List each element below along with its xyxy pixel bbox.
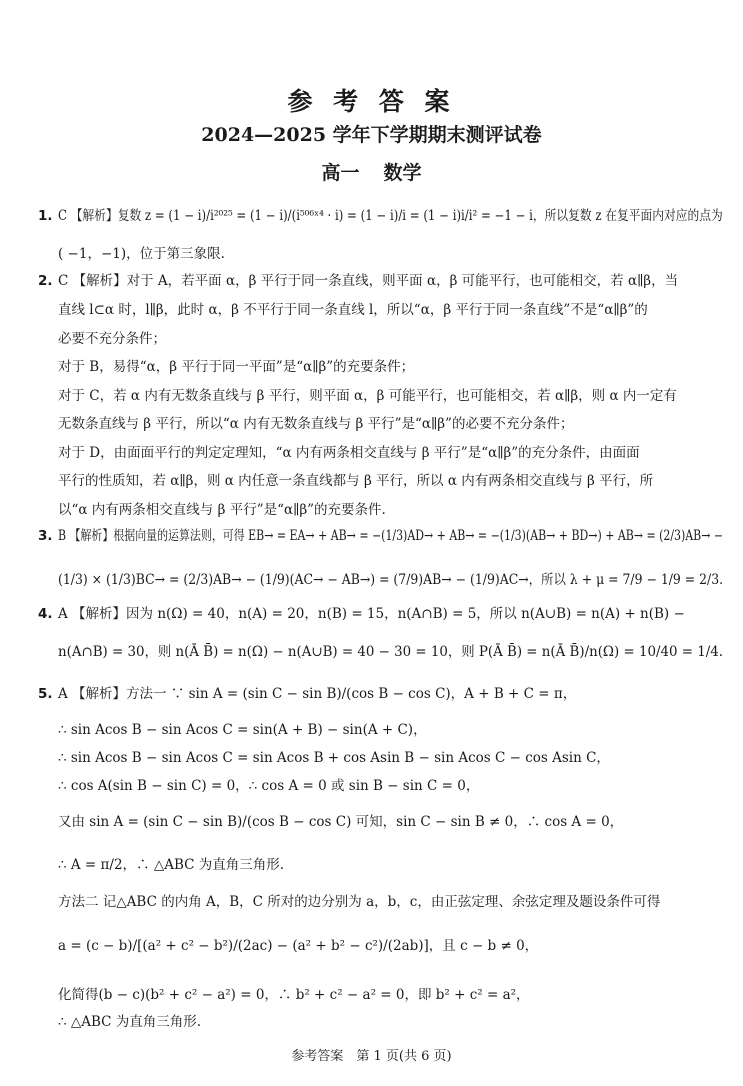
q3-line-2: (1/3) × (1/3)BC→ = (2/3)AB→ − (1/9)(AC→ − AB→) = (7/9)AB→ − (1/9)AC→，所以 λ + μ = 7/9 − 1/9 = 2/3. — [58, 572, 724, 588]
q1-number: 1. — [38, 208, 53, 224]
grade-subject — [0, 158, 743, 185]
q5-line-4: ∴ cos A(sin B − sin C) = 0，∴ cos A = 0 或 sin B − sin C = 0， — [58, 778, 480, 794]
q2-line-9: 以“α 内有两条相交直线与 β 平行”是“α∥β”的充要条件. — [58, 502, 386, 518]
q2-number: 2. — [38, 273, 53, 289]
q5-number: 5. — [38, 686, 53, 702]
q2-line-2: 直线 l⊂α 时，l∥β，此时 α，β 不平行于同一条直线 l，所以“α，β 平行于同一条直线”不是“α∥β”的 — [58, 302, 648, 318]
q1-line-1: C 【解析】复数 z = (1 − i)/i²⁰²⁵ = (1 − i)/(i⁵⁰⁶ˣ⁴ · i) = (1 − i)/i = (1 − i)i/i² = −1 − i，所以复数 z 在复平面内对应的点为 — [58, 208, 723, 224]
grade-label: 高一 — [321, 162, 360, 184]
exam-name: 2024—2025 学年下学期期末测评试卷 — [201, 124, 542, 146]
q2-line-6: 无数条直线与 β 平行，所以“α 内有无数条直线与 β 平行”是“α∥β”的必要不充分条件； — [58, 416, 574, 432]
q2-line-7: 对于 D，由面面平行的判定定理知，“α 内有两条相交直线与 β 平行”是“α∥β”的充分条件，由面面 — [58, 445, 640, 461]
page-footer: 参考答案 第 1 页(共 6 页) — [291, 1049, 452, 1064]
q5-line-9: 化简得(b − c)(b² + c² − a²) = 0，∴ b² + c² − a² = 0，即 b² + c² = a²， — [58, 987, 530, 1003]
q3-number: 3. — [38, 528, 53, 544]
q5-line-2: ∴ sin Acos B − sin Acos C = sin(A + B) − sin(A + C)， — [58, 722, 427, 738]
q2-line-5: 对于 C，若 α 内有无数条直线与 β 平行，则平面 α，β 可能平行，也可能相交，若 α∥β，则 α 内一定有 — [58, 388, 677, 404]
q5-line-10: ∴ △ABC 为直角三角形. — [58, 1014, 202, 1030]
q1-line-2: ( −1，−1)，位于第三象限. — [58, 246, 225, 262]
page-title: 参 考 答 案 — [287, 87, 456, 116]
q4-line-2: n(A∩B) = 30，则 n(Ā B̄) = n(Ω) − n(A∪B) = 40 − 30 = 10，则 P(Ā B̄) = n(Ā B̄)/n(Ω) = 10/40 = 1/4. — [58, 644, 724, 660]
q5-line-5: 又由 sin A = (sin C − sin B)/(cos B − cos C) 可知，sin C − sin B ≠ 0，∴ cos A = 0， — [58, 814, 624, 830]
q2-line-1: C 【解析】对于 A，若平面 α，β 平行于同一条直线，则平面 α，β 可能平行，也可能相交，若 α∥β，当 — [58, 273, 679, 289]
q5-line-1: A 【解析】方法一 ∵ sin A = (sin C − sin B)/(cos B − cos C)，A + B + C = π， — [58, 686, 577, 702]
q2-line-4: 对于 B，易得“α，β 平行于同一平面”是“α∥β”的充要条件； — [58, 359, 415, 375]
q5-line-8: a = (c − b)/[(a² + c² − b²)/(2ac) − (a² + b² − c²)/(2ab)]，且 c − b ≠ 0， — [58, 938, 539, 954]
subject-label: 数学 — [383, 162, 422, 184]
q5-line-7: 方法二 记△ABC 的内角 A，B，C 所对的边分别为 a，b，c，由正弦定理、余弦定理及题设条件可得 — [58, 894, 661, 910]
q5-line-3: ∴ sin Acos B − sin Acos C = sin Acos B + cos Asin B − sin Acos C − cos Asin C， — [58, 750, 610, 766]
q5-line-6: ∴ A = π/2，∴ △ABC 为直角三角形. — [58, 857, 285, 873]
q4-number: 4. — [38, 606, 53, 622]
q3-line-1: B 【解析】根据向量的运算法则，可得 EB→ = EA→ + AB→ = −(1/3)AD→ + AB→ = −(1/3)(AB→ + BD→) + AB→ = (2/3)AB→ − — [58, 528, 724, 544]
q2-line-3: 必要不充分条件； — [58, 331, 166, 347]
q2-line-8: 平行的性质知，若 α∥β，则 α 内任意一条直线都与 β 平行，所以 α 内有两条相交直线与 β 平行，所 — [58, 473, 654, 489]
q4-line-1: A 【解析】因为 n(Ω) = 40，n(A) = 20，n(B) = 15，n(A∩B) = 5，所以 n(A∪B) = n(A) + n(B) − — [58, 606, 685, 622]
